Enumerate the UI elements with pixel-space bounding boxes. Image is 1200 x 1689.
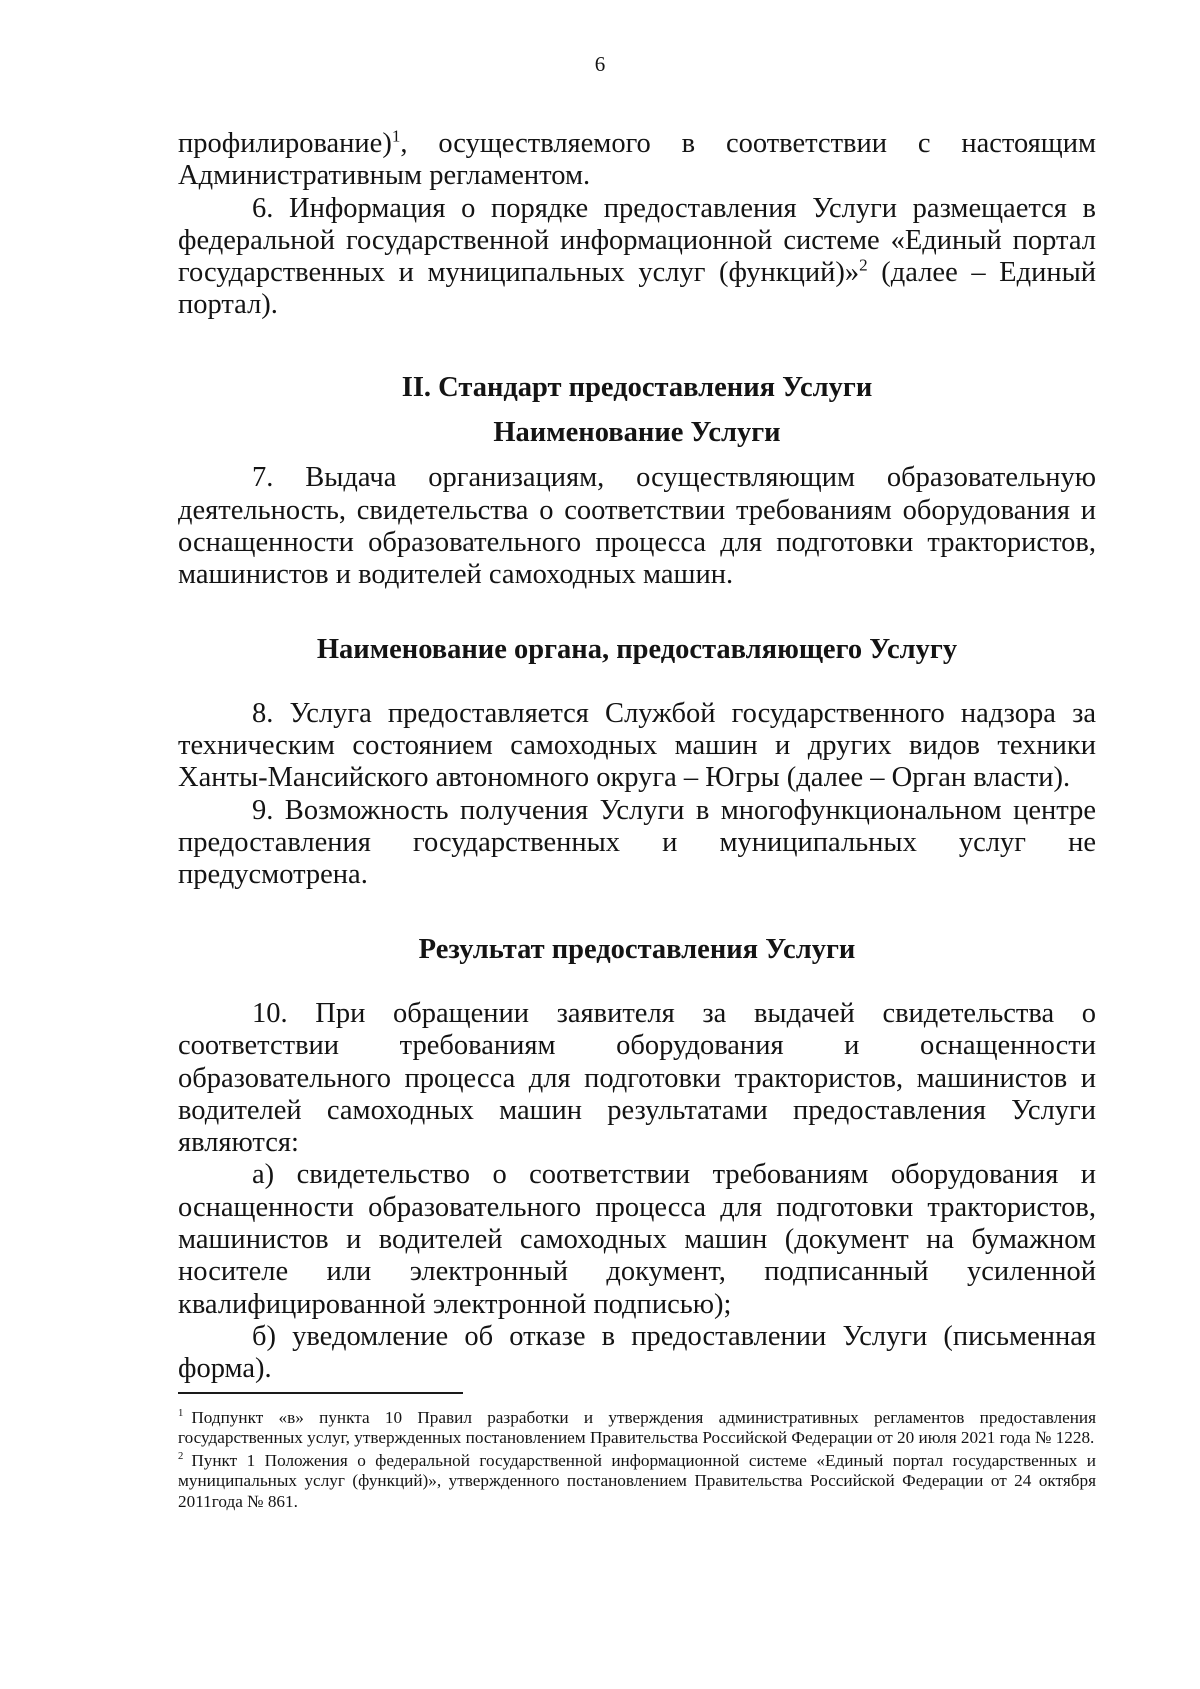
footnote-divider (178, 1392, 463, 1394)
paragraph-6 (178, 193, 1096, 322)
footnote-ref-1: 1 (391, 126, 401, 146)
paragraph-continued-text: профилирование) (178, 128, 392, 159)
footnote-2-text: Пункт 1 Положения о федеральной государственной информационной системе «Единый портал государственных и муниципальных услуг (функций)», утвержденного постановлением Правительства Российской Федерации от 24 октября 2011года № 861. (178, 1450, 1096, 1511)
paragraph-6-rest: (далее – Единый портал). (178, 257, 1096, 321)
paragraph-7: 7. Выдача организациям, осуществляющим образовательную деятельность, свидетельства о соответствии требованиям оборудования и оснащенности образовательного процесса для подготовки трактористов, машинистов и водителей самоходных машин. (178, 462, 1096, 591)
heading-result: Результат предоставления Услуги (418, 933, 856, 965)
document-body (178, 128, 1096, 1386)
paragraph-8: 8. Услуга предоставляется Службой государственного надзора за техническим состоянием самоходных машин и других видов техники Ханты-Мансийского автономного округа – Югры (далее – Орган власти). (178, 697, 1096, 794)
paragraph-6-text: 6. Информация о порядке предоставления Услуги размещается в федеральной государственной информационной системе «Единый портал государственных и муниципальных услуг (функций)» (178, 192, 1096, 289)
footnote-ref-2: 2 (859, 255, 868, 275)
list-item-b: б) уведомление об отказе в предоставлении Услуги (письменная форма). (178, 1320, 1096, 1385)
footnote-2 (178, 1451, 1096, 1512)
footnote-1-mark: 1 (178, 1408, 184, 1420)
paragraph-continued (178, 128, 1096, 193)
heading-service-name: Наименование Услуги (493, 417, 781, 449)
section-title: II. Стандарт предоставления Услуги (401, 371, 873, 403)
footnote-1-text: Подпункт «в» пункта 10 Правил разработки и утверждения административных регламентов предоставления государственных услуг, утвержденных постановлением Правительства Российской Федерации от 20 июля 2021 года № 1228. (178, 1408, 1096, 1448)
footnote-1 (178, 1408, 1096, 1449)
heading-authority: Наименование органа, предоставляющего Услугу (316, 633, 958, 665)
paragraph-10: 10. При обращении заявителя за выдачей свидетельства о соответствии требованиям оборудования и оснащенности образовательного процесса для подготовки трактористов, машинистов и водителей самоходных машин результатами предоставления Услуги являются: (178, 997, 1096, 1159)
footnote-2-mark: 2 (178, 1451, 184, 1463)
paragraph-9: 9. Возможность получения Услуги в многофункциональном центре предоставления государственных и муниципальных услуг не предусмотрена. (178, 794, 1096, 891)
paragraph-continued-rest: , осуществляемого в соответствии с настоящим Административным регламентом. (178, 128, 1096, 192)
list-item-a: а) свидетельство о соответствии требованиям оборудования и оснащенности образовательного процесса для подготовки трактористов, машинистов и водителей самоходных машин (документ на бумажном носителе или электронный документ, подписанный усиленной квалифицированной электронной подписью); (178, 1159, 1096, 1320)
footnotes (178, 1408, 1096, 1514)
page-number: 6 (594, 52, 606, 76)
